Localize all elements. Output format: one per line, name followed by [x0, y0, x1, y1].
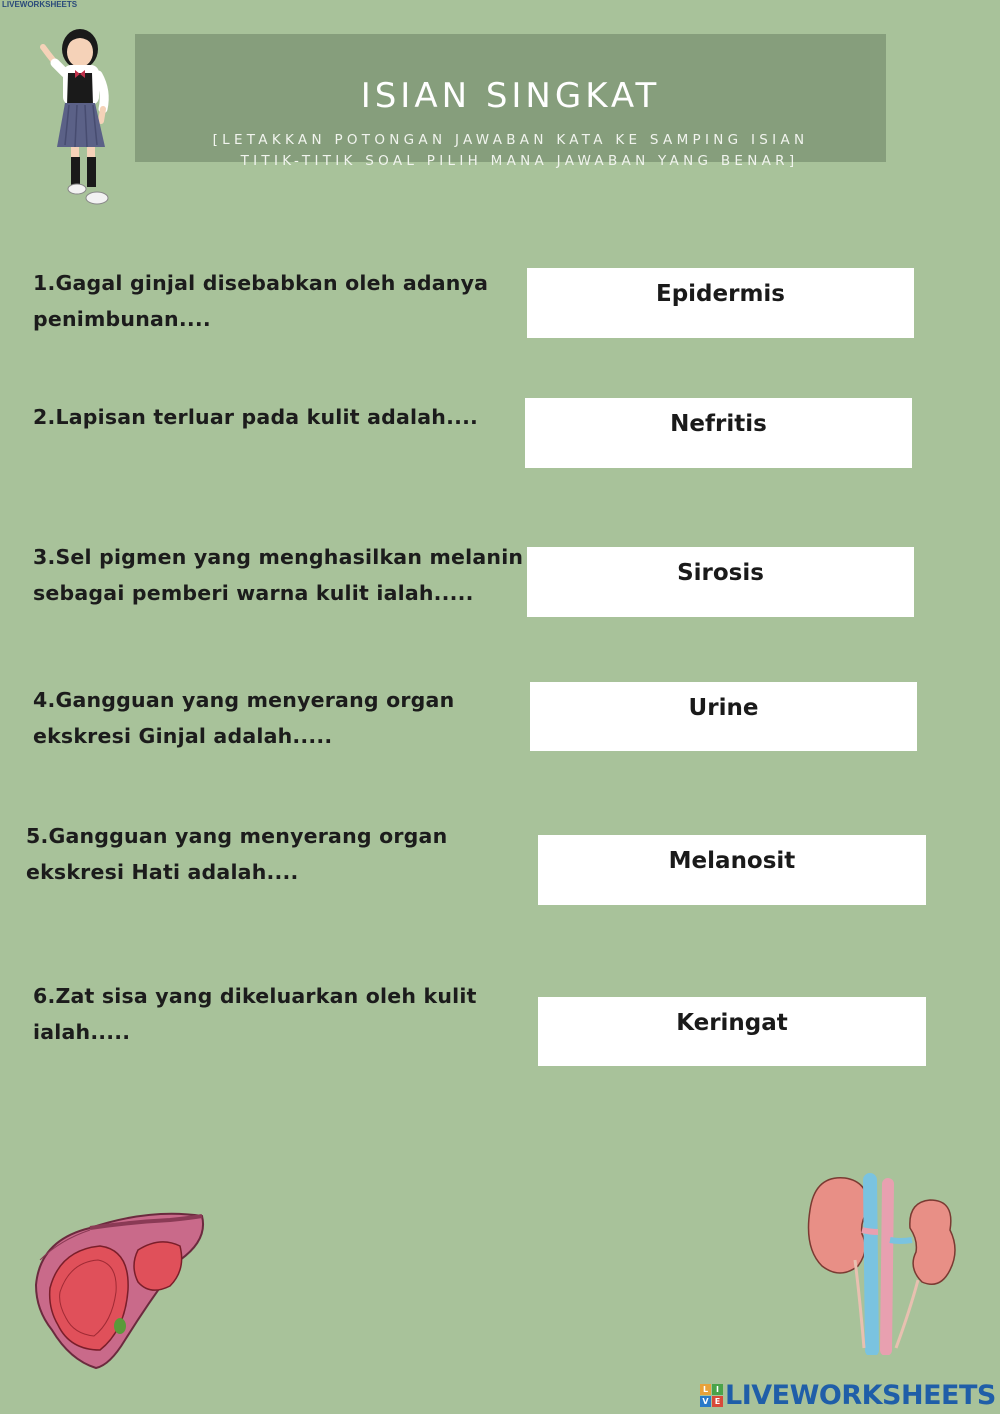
question-4-line-1: 4.Gangguan yang menyerang organ [33, 688, 455, 712]
instruction-line-2: TITIK-TITIK SOAL PILIH MANA JAWABAN YANG BENAR] [240, 153, 799, 169]
answer-card-sirosis[interactable]: Sirosis [527, 547, 914, 617]
answer-card-nefritis[interactable]: Nefritis [525, 398, 912, 468]
question-6 [33, 978, 477, 1050]
liveworksheets-logo-icon [700, 1384, 723, 1407]
question-3 [33, 539, 523, 611]
liveworksheets-brand [700, 1380, 996, 1411]
question-5-line-2: ekskresi Hati adalah.... [26, 860, 299, 884]
question-3-line-1: 3.Sel pigmen yang menghasilkan melanin [33, 545, 524, 569]
question-6-line-1: 6.Zat sisa yang dikeluarkan oleh kulit [33, 984, 477, 1008]
question-2-line-1: 2.Lapisan terluar pada kulit adalah.... [33, 405, 479, 429]
question-2 [33, 399, 478, 435]
question-4 [33, 682, 454, 754]
logo-letter-i: I [712, 1384, 723, 1395]
title-banner [135, 34, 886, 169]
question-1 [33, 265, 488, 337]
answer-card-epidermis[interactable]: Epidermis [527, 268, 914, 338]
page-title: ISIAN SINGKAT [360, 76, 661, 116]
question-3-line-2: sebagai pemberi warna kulit ialah..... [33, 581, 474, 605]
answer-card-melanosit[interactable]: Melanosit [538, 835, 926, 905]
question-5 [26, 818, 447, 890]
question-1-line-1: 1.Gagal ginjal disebabkan oleh adanya [33, 271, 489, 295]
question-5-line-1: 5.Gangguan yang menyerang organ [26, 824, 448, 848]
question-4-line-2: ekskresi Ginjal adalah..... [33, 724, 333, 748]
instruction-line-1: [LETAKKAN POTONGAN JAWABAN KATA KE SAMPING ISIAN [212, 132, 809, 148]
answer-card-keringat[interactable]: Keringat [538, 997, 926, 1066]
logo-letter-l: L [700, 1384, 711, 1395]
liveworksheets-wordmark: LIVEWORKSHEETS [725, 1380, 996, 1411]
logo-letter-e: E [712, 1396, 723, 1407]
question-6-line-2: ialah..... [33, 1020, 131, 1044]
liver-illustration [30, 1200, 210, 1375]
kidney-illustration [800, 1170, 960, 1355]
answer-card-urine[interactable]: Urine [530, 682, 917, 751]
instruction-text [165, 130, 856, 172]
top-watermark: LIVEWORKSHEETS [2, 0, 78, 9]
question-1-line-2: penimbunan.... [33, 307, 211, 331]
logo-letter-v: V [700, 1396, 711, 1407]
student-girl-illustration [35, 25, 135, 210]
